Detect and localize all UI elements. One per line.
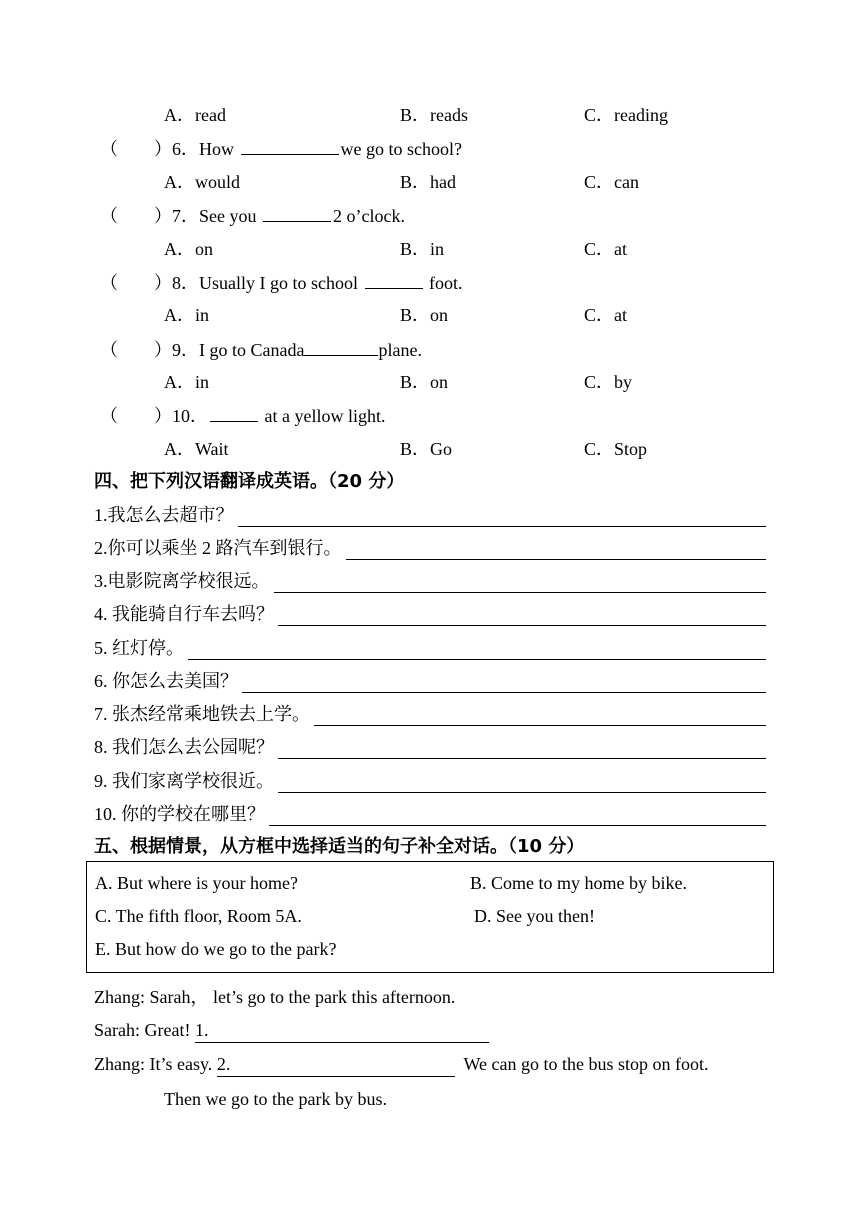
- dialogue-line: [94, 1018, 489, 1043]
- question-stem: [100, 337, 422, 362]
- speaker-text-end: We can go to the bus stop on foot.: [454, 1054, 709, 1074]
- question-text: 8．Usually I go to school: [172, 273, 363, 293]
- option-c: C．Stop: [584, 439, 648, 459]
- translation-prompt: 1.我怎么去超市？: [94, 505, 234, 525]
- translation-prompt: 7. 张杰经常乘地铁去上学。: [94, 704, 310, 724]
- speaker-text: Zhang: It’s easy.: [94, 1054, 217, 1074]
- answer-paren: （ ）: [100, 273, 172, 293]
- translation-prompt: 10. 你的学校在哪里？: [94, 804, 265, 824]
- speaker-text: Sarah: Great!: [94, 1020, 195, 1040]
- answer-blank[interactable]: [241, 136, 339, 155]
- option-c: C．by: [584, 372, 633, 392]
- section-4-title: 四、把下列汉语翻译成英语。（20 分）: [94, 471, 405, 492]
- question-text-end: plane.: [378, 340, 422, 360]
- choice-a: A. But where is your home?: [95, 873, 298, 893]
- translation-item: [94, 536, 766, 560]
- option-c: C．reading: [584, 105, 668, 125]
- translation-prompt: 6. 你怎么去美国？: [94, 671, 238, 691]
- translation-prompt: 3.电影院离学校很远。: [94, 571, 270, 591]
- question-text: 10．: [172, 406, 208, 426]
- choice-c: C. The fifth floor, Room 5A.: [95, 906, 302, 926]
- option-a: A．on: [164, 239, 213, 259]
- translation-prompt: 9. 我们家离学校很近。: [94, 771, 274, 791]
- option-b: B．reads: [400, 105, 468, 125]
- option-b: B．on: [400, 305, 449, 325]
- answer-paren: （ ）: [100, 206, 172, 226]
- answer-line[interactable]: [242, 672, 766, 693]
- option-a: A．would: [164, 172, 240, 192]
- option-b: B．on: [400, 372, 449, 392]
- answer-line[interactable]: [346, 539, 767, 560]
- choice-b: B. Come to my home by bike.: [470, 873, 687, 893]
- section-5-title: 五、根据情景，从方框中选择适当的句子补全对话。（10 分）: [94, 836, 585, 857]
- answer-line[interactable]: [278, 738, 766, 759]
- translation-prompt: 8. 我们怎么去公园呢？: [94, 737, 274, 757]
- dialogue-line: Then we go to the park by bus.: [164, 1089, 387, 1109]
- choice-e: E. But how do we go to the park?: [95, 939, 337, 959]
- option-c: C．at: [584, 239, 627, 259]
- answer-blank[interactable]: [365, 270, 423, 289]
- question-stem: [100, 203, 405, 228]
- blank-number: 1.: [194, 1020, 209, 1040]
- question-stem: [100, 136, 462, 161]
- question-text: 9．I go to Canada: [172, 340, 305, 360]
- answer-blank-2[interactable]: [217, 1052, 455, 1077]
- question-text-end: foot.: [424, 273, 463, 293]
- blank-number: 2.: [216, 1054, 231, 1074]
- option-b: B．had: [400, 172, 456, 192]
- translation-item: [94, 569, 766, 593]
- answer-line[interactable]: [274, 572, 767, 593]
- translation-item: [94, 802, 766, 826]
- answer-blank[interactable]: [210, 403, 258, 422]
- option-a: A．read: [164, 105, 226, 125]
- translation-item: [94, 702, 766, 726]
- choice-d: D. See you then!: [474, 906, 595, 926]
- answer-paren: （ ）: [100, 406, 172, 426]
- translation-item: [94, 769, 766, 793]
- answer-line[interactable]: [278, 772, 766, 793]
- question-text-end: 2 o’clock.: [333, 206, 405, 226]
- question-text-end: we go to school?: [340, 139, 462, 159]
- translation-prompt: 4. 我能骑自行车去吗？: [94, 604, 274, 624]
- answer-line[interactable]: [238, 506, 767, 527]
- answer-line[interactable]: [314, 705, 766, 726]
- translation-item: [94, 735, 766, 759]
- option-a: A．in: [164, 372, 209, 392]
- option-b: B．Go: [400, 439, 453, 459]
- question-text: 6．How: [172, 139, 239, 159]
- answer-blank[interactable]: [263, 203, 331, 222]
- translation-prompt: 5. 红灯停。: [94, 638, 184, 658]
- translation-item: [94, 669, 766, 693]
- answer-line[interactable]: [278, 605, 766, 626]
- answer-paren: （ ）: [100, 340, 172, 360]
- question-stem: [100, 270, 463, 295]
- dialogue-line: [94, 1052, 709, 1077]
- translation-item: [94, 636, 766, 660]
- option-a: A．Wait: [164, 439, 229, 459]
- option-a: A．in: [164, 305, 209, 325]
- translation-prompt: 2.你可以乘坐 2 路汽车到银行。: [94, 538, 342, 558]
- option-b: B．in: [400, 239, 445, 259]
- sentence-choice-box: [86, 861, 774, 973]
- answer-blank[interactable]: [304, 337, 378, 356]
- translation-item: [94, 602, 766, 626]
- translation-item: [94, 503, 766, 527]
- answer-blank-1[interactable]: [195, 1018, 489, 1043]
- answer-line[interactable]: [188, 639, 766, 660]
- option-c: C．can: [584, 172, 639, 192]
- question-text-end: at a yellow light.: [260, 406, 386, 426]
- option-c: C．at: [584, 305, 627, 325]
- question-text: 7．See you: [172, 206, 261, 226]
- answer-paren: （ ）: [100, 139, 172, 159]
- question-stem: [100, 403, 385, 428]
- dialogue-line: Zhang: Sarah， let’s go to the park this afternoon.: [94, 987, 456, 1007]
- answer-line[interactable]: [269, 805, 766, 826]
